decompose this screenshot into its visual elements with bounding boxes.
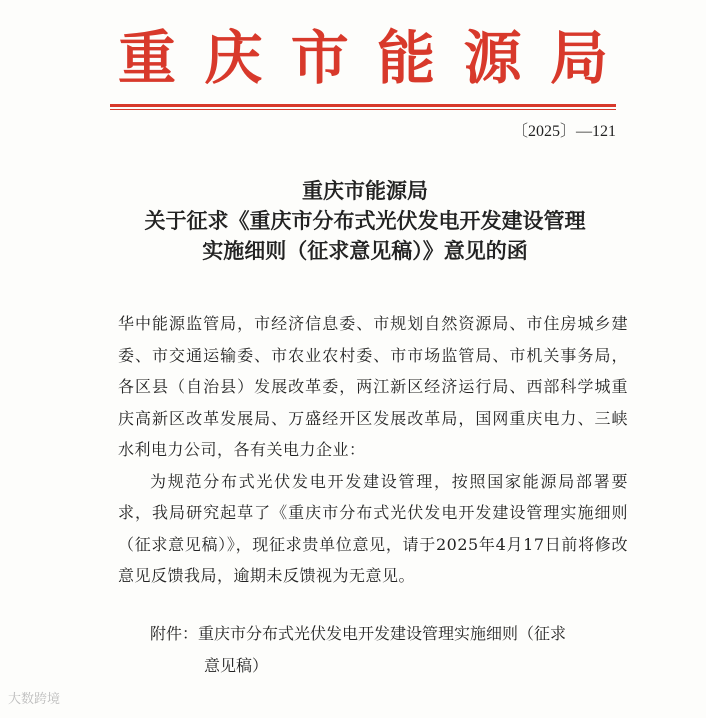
title-line: 重庆市能源局 xyxy=(302,178,428,203)
main-paragraph: 为规范分布式光伏发电开发建设管理，按照国家能源局部署要求，我局研究起草了《重庆市分布式光伏发电开发建设管理实施细则（征求意见稿）》，现征求贵单位意见，请于2025年4月17日前将修改意见反馈我局，逾期未反馈视为无意见。 xyxy=(118,471,628,585)
attachment-line: 附件：重庆市分布式光伏发电开发建设管理实施细则（征求 xyxy=(150,624,567,643)
title-line: 实施细则（征求意见稿）》意见的函 xyxy=(202,238,528,263)
watermark: 大数跨境 xyxy=(8,692,61,707)
letterhead-char: 庆 xyxy=(204,24,263,92)
letterhead-char: 市 xyxy=(290,24,349,92)
document-number: 〔2025〕—121 xyxy=(511,123,616,140)
letterhead-rule xyxy=(110,104,616,107)
recipients: 华中能源监管局，市经济信息委、市规划自然资源局、市住房城乡建委、市交通运输委、市农业农村委、市市场监管局、市机关事务局，各区县（自治县）发展改革委，两江新区经济运行局、西部科学城重庆高新区改革发展局、万盛经开区发展改革局，国网重庆电力、三峡水利电力公司，各有关电力企业： xyxy=(118,314,628,459)
document-title xyxy=(100,176,630,266)
title-line: 关于征求《重庆市分布式光伏发电开发建设管理 xyxy=(144,208,586,233)
letterhead-title xyxy=(118,22,608,94)
attachment-note xyxy=(150,618,620,682)
document-body xyxy=(118,308,628,592)
letterhead-char: 局 xyxy=(549,24,608,92)
attachment-line: 意见稿） xyxy=(204,656,269,675)
letterhead-char: 重 xyxy=(118,24,177,92)
letterhead-char: 源 xyxy=(463,24,522,92)
letterhead-rule-thin xyxy=(110,109,616,110)
letterhead-char: 能 xyxy=(377,24,436,92)
